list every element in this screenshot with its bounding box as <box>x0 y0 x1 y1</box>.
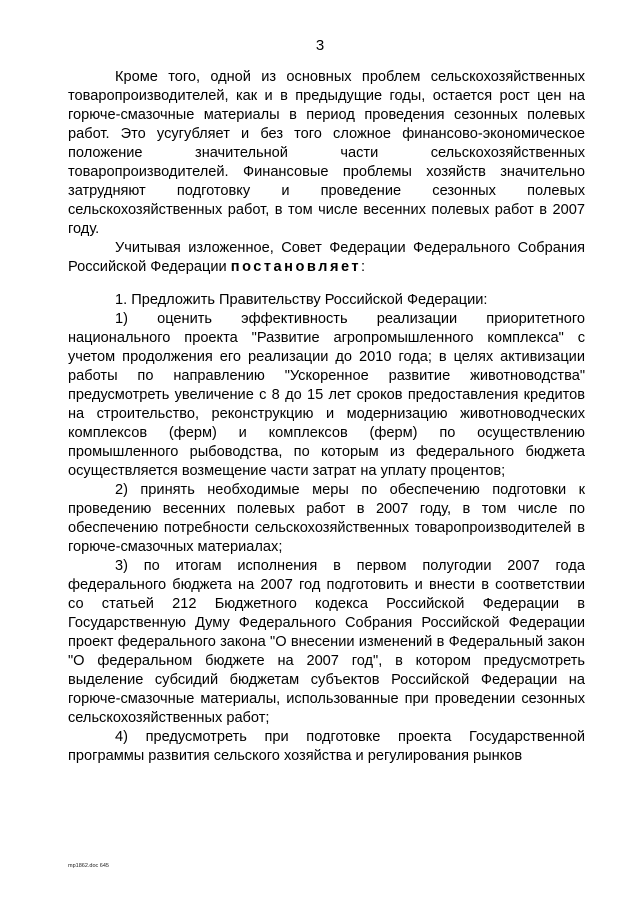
paragraph-problems: Кроме того, одной из основных проблем сельскохозяйственных товаропроизводителей, как и в предыдущие годы, остается рост цен на горюче-смазочные материалы в период проведения сезонных полевых работ. Это усугубляет и без того сложное финансово-экономическое положение значительной части сельскохозяйственных товаропроизводителей. Финансовые проблемы хозяйств значительно затрудняют подготовку и проведение сезонных полевых сельскохозяйственных работ, в том числе весенних полевых работ в 2007 году. <box>68 69 585 237</box>
resolution-keyword: постановляет <box>230 259 362 275</box>
item-1-1: 1) оценить эффективность реализации приоритетного национального проекта "Развитие агропромышленного комплекса" с учетом продолжения его реализации до 2010 года; в целях активизации работы по направлению "Ускоренное развитие животноводства" предусмотреть увеличение с 8 до 15 лет сроков предоставления кредитов на строительство, реконструкцию и модернизацию животноводческих комплексов (ферм) и комплексов (ферм) по осуществлению промышленного рыбоводства, по которым из федерального бюджета осуществляется возмещение части затрат на уплату процентов; <box>68 311 585 479</box>
paragraph-gap <box>68 277 585 291</box>
item-1-2: 2) принять необходимые меры по обеспечению подготовки к проведению весенних полевых работ в 2007 году, в том числе по обеспечению потребности сельскохозяйственных товаропроизводителей в горюче-смазочных материалах; <box>68 482 585 555</box>
resolution-lead: Учитывая изложенное, Совет Федерации Федерального Собрания Российской Федерации <box>68 240 585 275</box>
item-1-3: 3) по итогам исполнения в первом полугодии 2007 года федерального бюджета на 2007 год подготовить и внести в соответствии со статьей 212 Бюджетного кодекса Российской Федерации в Государственную Думу Федерального Собрания Российской Федерации проект федерального закона "О внесении изменений в Федеральный закон "О федеральном бюджете на 2007 год", в котором предусмотреть выделение субсидий бюджетам субъектов Российской Федерации на горюче-смазочные материалы, использованные при проведении сезонных сельскохозяйственных работ; <box>68 558 585 726</box>
resolution-colon: : <box>361 259 366 275</box>
page-number: 3 <box>315 37 325 54</box>
paragraph-resolution <box>68 239 585 277</box>
item-1-4: 4) предусмотреть при подготовке проекта Государственной программы развития сельского хозяйства и регулирования рынков <box>68 729 585 764</box>
file-reference: mp1862.doc 645 <box>68 863 109 869</box>
item-1-heading: 1. Предложить Правительству Российской Федерации: <box>115 292 488 308</box>
document-body <box>68 68 585 766</box>
